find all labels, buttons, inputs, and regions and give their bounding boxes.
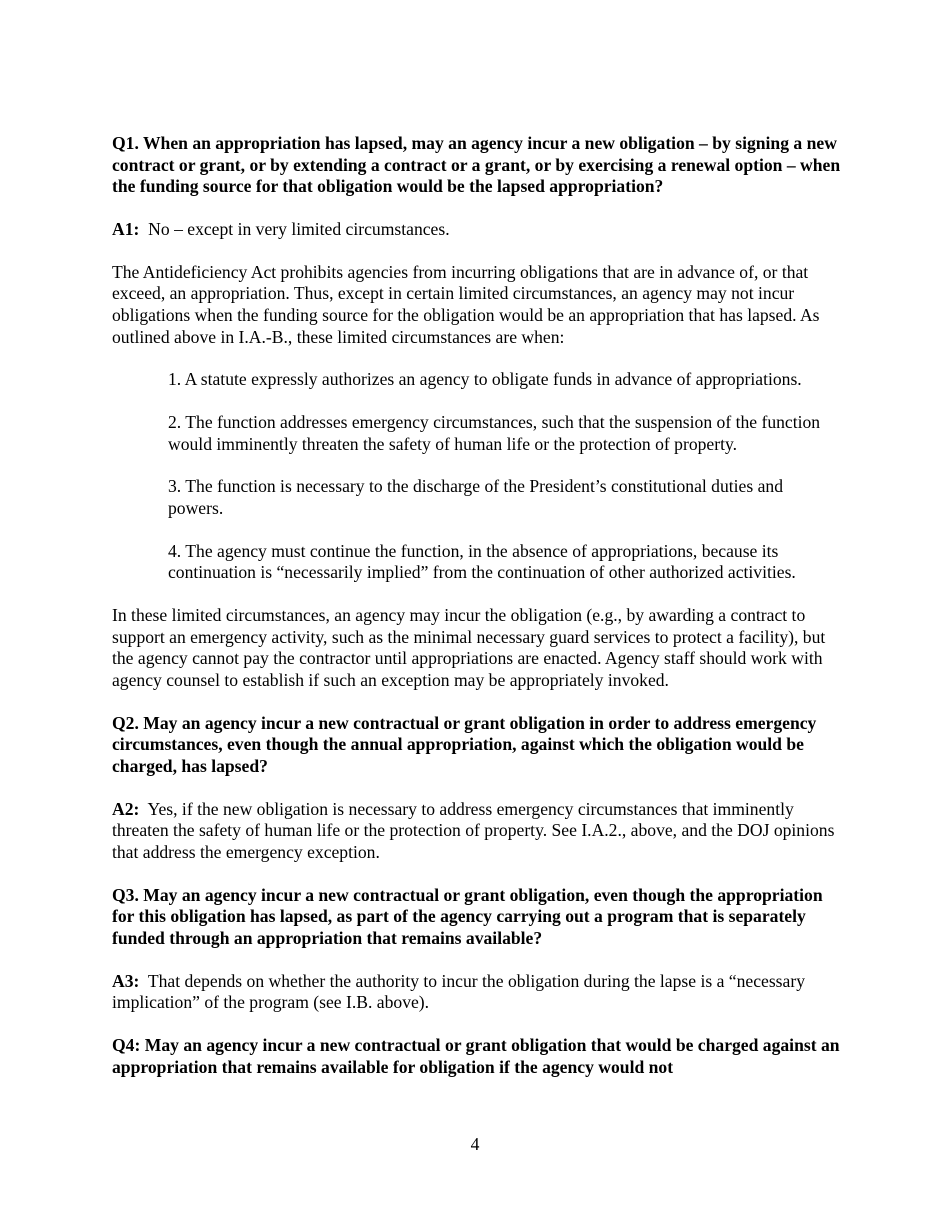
answer-2-label: A2: [112,798,140,819]
question-4: Q4: May an agency incur a new contractual or grant obligation that would be charged against an appropriation that remains available for obligation if the agency would not [112,1035,840,1077]
question-1: Q1. When an appropriation has lapsed, may an agency incur a new obligation – by signing a new contract or grant, or by extending a contract or a grant, or by exercising a renewal option – when the funding source for that obligation would be the lapsed appropriation? [112,133,841,197]
list-item: 1. A statute expressly authorizes an agency to obligate funds in advance of appropriations. [168,369,802,390]
list-item: 3. The function is necessary to the discharge of the President’s constitutional duties and powers. [168,476,783,519]
circumstances-list [168,369,842,584]
page-number: 4 [470,1134,480,1154]
answer-3-label: A3: [112,970,140,991]
question-2: Q2. May an agency incur a new contractual or grant obligation in order to address emergency circumstances, even though the annual appropriation, against which the obligation would be charged, has lapsed? [112,712,817,776]
answer-2 [112,799,842,864]
answer-1-text: No – except in very limited circumstances. [148,218,450,239]
answer-2-text: Yes, if the new obligation is necessary to address emergency circumstances that imminently threaten the safety of human life or the protection of property. See I.A.2., above, and the DOJ opinions that address the emergency exception. [112,798,835,862]
page-content [112,133,842,1099]
question-3: Q3. May an agency incur a new contractual or grant obligation, even though the appropriation for this obligation has lapsed, as part of the agency carrying out a program that is separately funded through an appropriation that remains available? [112,884,823,948]
answer-3-text: That depends on whether the authority to incur the obligation during the lapse is a “necessary implication” of the program (see I.B. above). [112,970,805,1013]
list-item: 4. The agency must continue the function, in the absence of appropriations, because its continuation is “necessarily implied” from the continuation of other authorized activities. [168,540,796,583]
answer-1 [112,219,842,241]
answer-1-label: A1: [112,218,140,239]
list-item: 2. The function addresses emergency circumstances, such that the suspension of the function would imminently threaten the safety of human life or the protection of property. [168,412,821,454]
antideficiency-paragraph: The Antideficiency Act prohibits agencies from incurring obligations that are in advance of, or that exceed, an appropriation. Thus, except in certain limited circumstances, an agency may not incur obligations when the funding source for the obligation would be an appropriation that has lapsed. As outlined above in I.A.-B., these limited circumstances are when: [112,261,820,347]
limited-circumstances-paragraph: In these limited circumstances, an agency may incur the obligation (e.g., by awarding a contract to support an emergency activity, such as the minimal necessary guard services to protect a facility), but the agency cannot pay the contractor until appropriations are enacted. Agency staff should work with agency counsel to establish if such an exception may be appropriately invoked. [112,605,826,690]
answer-3 [112,971,842,1014]
